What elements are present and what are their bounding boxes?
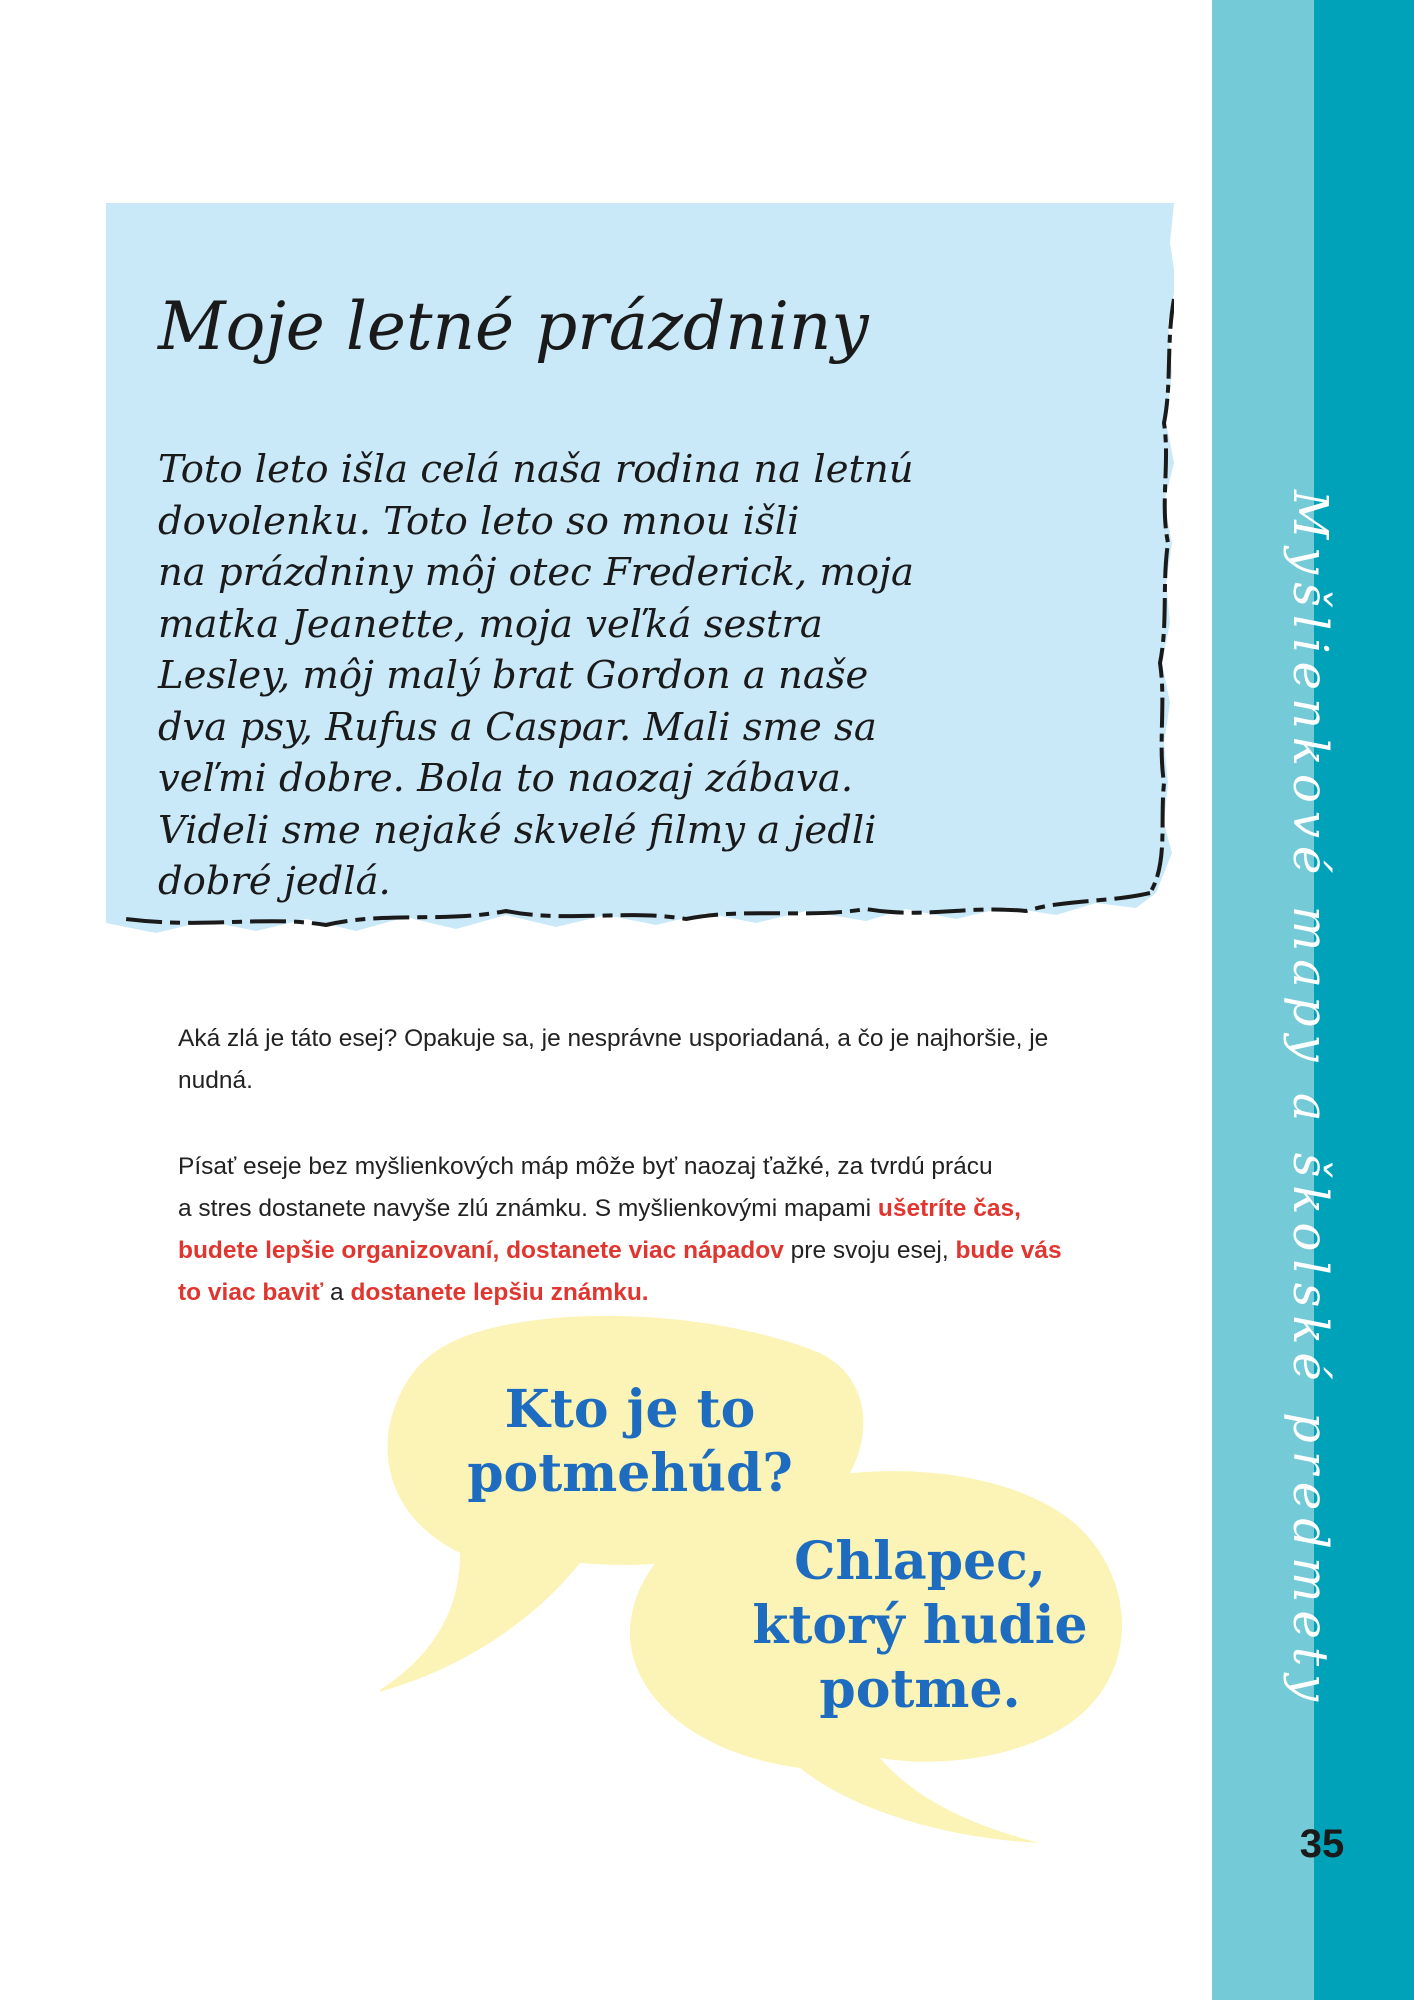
question-line: Kto je to <box>504 1379 756 1440</box>
question-line: potmehúd? <box>467 1443 793 1504</box>
note-line: dobré jedlá. <box>158 859 391 904</box>
highlight-text: dostanete lepšiu známku. <box>350 1279 649 1306</box>
highlight-text: bude vás <box>955 1237 1062 1264</box>
note-line: dva psy, Rufus a Caspar. Mali sme sa <box>158 704 877 750</box>
paragraph-line: Aká zlá je táto esej? Opakuje sa, je nesprávne usporiadaná, a čo je najhoršie, je <box>178 1025 1049 1052</box>
answer-line: Chlapec, <box>794 1531 1046 1592</box>
paragraph-line <box>178 1272 1148 1314</box>
highlight-text: to viac baviť <box>178 1279 324 1306</box>
paragraph-line: Písať eseje bez myšlienkových máp môže byť naozaj ťažké, za tvrdú prácu <box>178 1153 993 1180</box>
page-number: 35 <box>1299 1822 1345 1866</box>
paragraph-line: nudná. <box>178 1067 253 1094</box>
note-line: Videli sme nejaké skvelé filmy a jedli <box>158 807 877 853</box>
note-line: Toto leto išla celá naša rodina na letnú <box>158 447 914 492</box>
note-line: dovolenku. Toto leto so mnou išli <box>158 498 800 544</box>
paragraph-line <box>178 1230 1148 1272</box>
chapter-title: Myšlienkové mapy a školské predmety <box>1282 490 1338 1710</box>
highlight-text: ušetríte čas, <box>877 1195 1021 1222</box>
answer-bubble-text <box>720 1530 1120 1722</box>
paragraph-essay-critique <box>178 1018 1148 1102</box>
answer-line: potme. <box>819 1659 1021 1720</box>
note-line: matka Jeanette, moja veľká sestra <box>158 601 823 647</box>
highlight-text: budete lepšie organizovaní, dostanete viac nápadov <box>178 1237 784 1264</box>
note-title: Moje letné prázdniny <box>158 288 869 365</box>
note-line: veľmi dobre. Bola to naozaj zábava. <box>158 756 854 801</box>
note-body <box>158 444 1088 908</box>
text-span: pre svoju esej, <box>783 1237 956 1264</box>
note-line: Lesley, môj malý brat Gordon a naše <box>158 653 869 698</box>
text-span: a <box>323 1279 351 1306</box>
paragraph-mind-map-benefits <box>178 1146 1148 1314</box>
paragraph-line <box>178 1188 1148 1230</box>
question-bubble-text <box>440 1378 820 1506</box>
answer-line: ktorý hudie <box>752 1595 1088 1656</box>
note-line: na prázdniny môj otec Frederick, moja <box>158 550 914 595</box>
text-span: a stres dostanete navyše zlú známku. S myšlienkovými mapami <box>178 1195 878 1222</box>
